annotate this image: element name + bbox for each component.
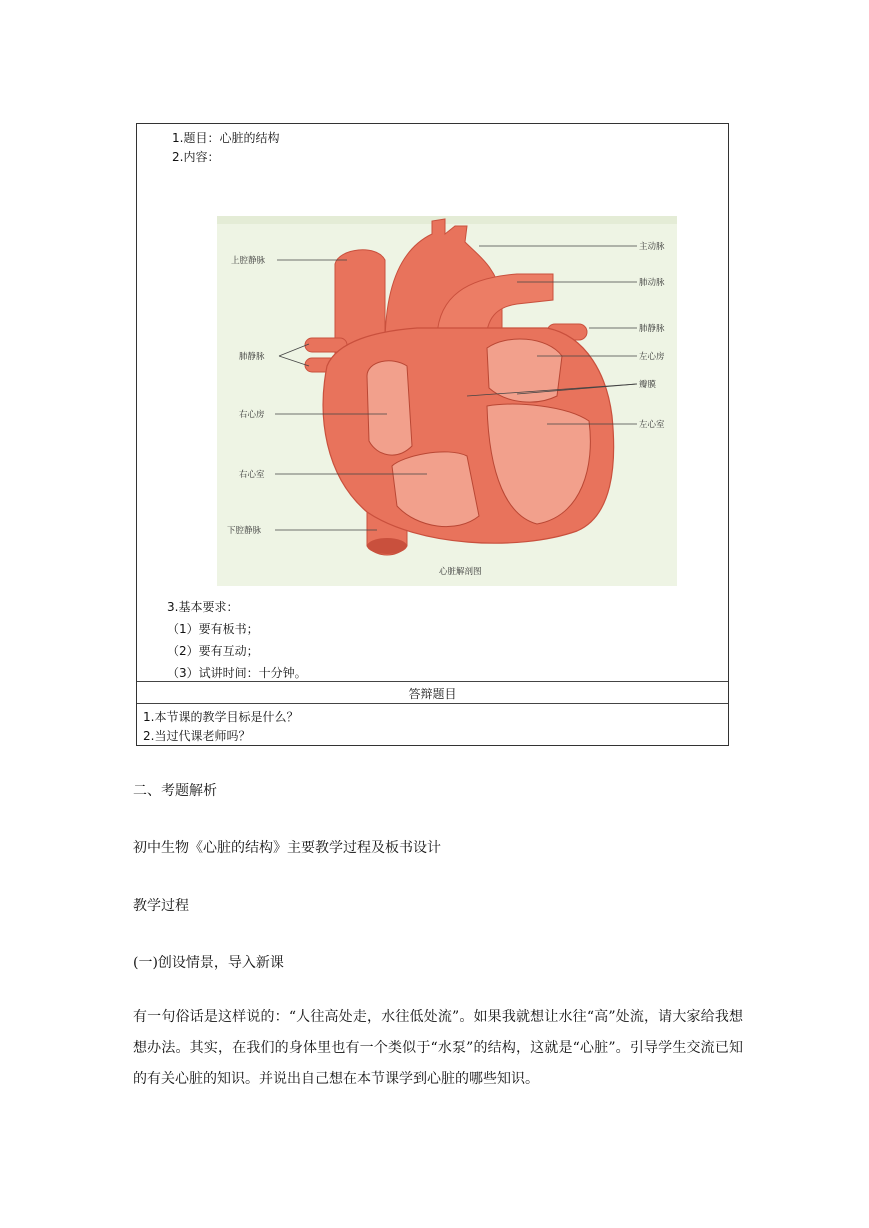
label-superior-vena-cava: 上腔静脉 (231, 256, 266, 266)
label-right-ventricle: 右心室 (239, 470, 265, 480)
question-1: 1.本节课的教学目标是什么？ (143, 710, 299, 724)
exam-box (136, 123, 729, 746)
step-heading: (一)创设情景，导入新课 (133, 955, 284, 971)
label-pulmonary-vein-left: 肺静脉 (239, 352, 265, 362)
requirement-item-1: （1）要有板书； (167, 622, 259, 636)
process-heading: 教学过程 (133, 898, 189, 914)
heart-diagram (217, 216, 677, 586)
label-aorta: 主动脉 (639, 242, 665, 252)
article-title: 初中生物《心脏的结构》主要教学过程及板书设计 (133, 840, 441, 856)
heart-figure (217, 216, 677, 586)
requirement-item-2: （2）要有互动； (167, 644, 259, 658)
defense-header: 答辩题目 (408, 687, 457, 701)
label-pulmonary-vein-right: 肺静脉 (639, 324, 665, 334)
intro-paragraph: 有一句俗话是这样说的：“人往高处走，水往低处流”。如果我就想让水往“高”处流，请大家给我想想办法。其实，在我们的身体里也有一个类似于“水泵”的结构，这就是“心脏”。引导学生交流已知的有关心脏的知识。并说出自己想在本节课学到心脏的哪些知识。 (133, 1009, 743, 1087)
table-divider-1 (137, 681, 728, 682)
requirements-title: 3.基本要求： (167, 600, 239, 614)
right-atrium-cavity (367, 361, 412, 455)
question-2: 2.当过代课老师吗？ (143, 729, 251, 743)
figure-top-band (217, 216, 677, 224)
table-divider-2 (137, 703, 728, 704)
label-inferior-vena-cava: 下腔静脉 (227, 526, 262, 536)
figure-caption: 心脏解剖图 (439, 567, 482, 577)
label-valve: 瓣膜 (639, 380, 657, 390)
section-heading: 二、考题解析 (133, 783, 217, 799)
left-atrium-cavity (487, 339, 562, 402)
label-left-atrium: 左心房 (639, 352, 665, 362)
requirement-item-3: （3）试讲时间：十分钟。 (167, 666, 307, 680)
topic-line: 1.题目：心脏的结构 (172, 131, 280, 145)
inferior-vena-cava-opening (367, 538, 407, 554)
label-pulmonary-artery: 肺动脉 (639, 278, 665, 288)
label-left-ventricle: 左心室 (639, 420, 665, 430)
label-right-atrium: 右心房 (239, 410, 265, 420)
content-label: 2.内容： (172, 150, 220, 164)
